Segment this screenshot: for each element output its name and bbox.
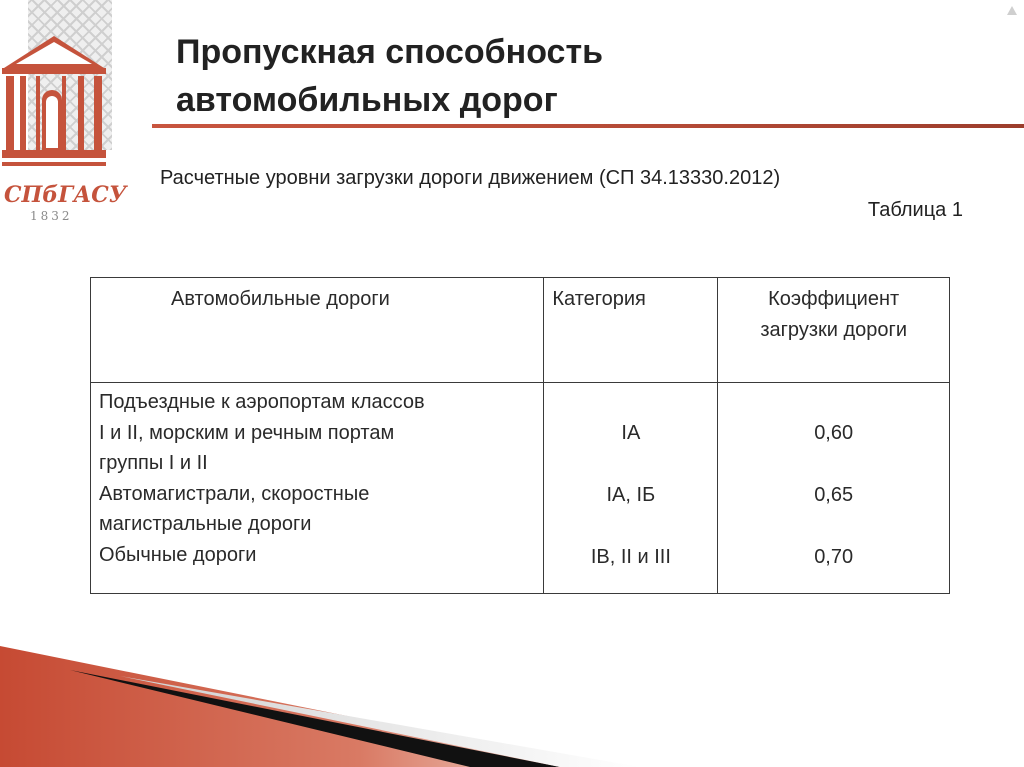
logo-wordmark	[0, 180, 127, 208]
table-caption: Расчетные уровни загрузки дороги движением (СП 34.13330.2012)	[160, 167, 781, 189]
triangle-up-icon[interactable]	[1007, 6, 1017, 15]
building-icon	[0, 30, 108, 180]
university-logo	[0, 0, 127, 225]
table-body-row	[91, 383, 950, 594]
coefficient-value: 0,60	[814, 422, 854, 444]
road-line: группы I и II	[99, 452, 208, 474]
road-line: Подъездные к аэропортам классов	[99, 391, 425, 413]
logo-year: 1832	[30, 209, 73, 223]
header-roads: Автомобильные дороги	[91, 278, 544, 383]
road-line: магистральные дороги	[99, 513, 312, 535]
category-cell	[544, 383, 718, 594]
road-line: Автомагистрали, скоростные	[99, 482, 370, 505]
title-underline	[152, 124, 1024, 128]
header-category: Категория	[544, 278, 718, 383]
road-line: I и II, морским и речным портам	[99, 421, 395, 444]
header-coefficient-line-1: Коэффициент	[768, 288, 900, 310]
title-line-2: автомобильных дорог	[176, 81, 558, 119]
load-levels-table	[90, 277, 950, 594]
roads-cell	[91, 383, 544, 594]
header-coefficient-line-2: загрузки дороги	[760, 319, 907, 341]
table-header-row	[91, 278, 950, 383]
table-number-label: Таблица 1	[867, 199, 963, 221]
title-line-1: Пропускная способность	[176, 33, 603, 71]
road-line: Обычные дороги	[99, 543, 257, 566]
decorative-swoosh	[0, 640, 1024, 767]
category-value: IA	[621, 422, 641, 444]
category-value: IB, II и III	[590, 546, 671, 568]
page-title	[176, 28, 603, 124]
svg-text:СПбГАСУ: СПбГАСУ	[4, 182, 127, 208]
coefficient-cell	[718, 383, 950, 594]
header-coefficient	[718, 278, 950, 383]
category-value: IA, IБ	[606, 484, 656, 506]
coefficient-value: 0,70	[814, 546, 854, 568]
coefficient-value: 0,65	[814, 484, 854, 506]
